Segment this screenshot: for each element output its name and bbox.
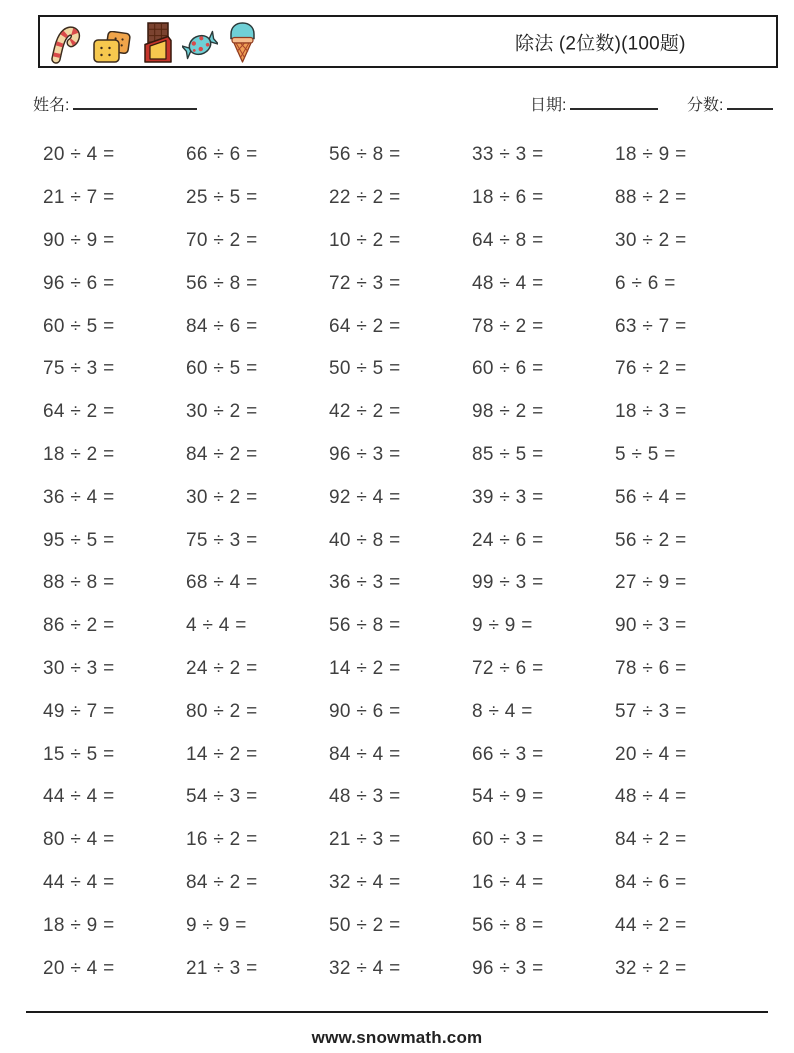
problem-cell: 21 ÷ 7 = — [43, 187, 115, 209]
problem-cell: 15 ÷ 5 = — [43, 743, 115, 765]
problem-cell: 18 ÷ 2 = — [43, 443, 115, 465]
problem-cell: 8 ÷ 4 = — [472, 700, 533, 722]
ice-cream-icon — [228, 21, 257, 64]
problem-cell: 96 ÷ 6 = — [43, 272, 115, 294]
problem-cell: 30 ÷ 2 = — [186, 401, 258, 423]
problem-cell: 54 ÷ 3 = — [186, 786, 258, 808]
problem-cell: 21 ÷ 3 = — [329, 829, 401, 851]
problem-cell: 99 ÷ 3 = — [472, 572, 544, 594]
problem-cell: 84 ÷ 2 = — [186, 443, 258, 465]
page-title: 除法 (2位数)(100题) — [515, 33, 686, 54]
problem-cell: 30 ÷ 3 = — [43, 657, 115, 679]
problem-cell: 50 ÷ 2 = — [329, 914, 401, 936]
problem-cell: 95 ÷ 5 = — [43, 529, 115, 551]
problem-cell: 18 ÷ 9 = — [43, 914, 115, 936]
problems-grid — [43, 134, 758, 990]
problem-cell: 72 ÷ 6 = — [472, 657, 544, 679]
problem-cell: 54 ÷ 9 = — [472, 786, 544, 808]
problem-cell: 14 ÷ 2 = — [329, 657, 401, 679]
date-field — [530, 92, 658, 115]
problem-cell: 36 ÷ 3 = — [329, 572, 401, 594]
problem-cell: 96 ÷ 3 = — [329, 443, 401, 465]
footer-divider — [26, 1011, 768, 1013]
problem-cell: 9 ÷ 9 = — [186, 914, 247, 936]
problem-cell: 48 ÷ 4 = — [615, 786, 687, 808]
problem-cell: 70 ÷ 2 = — [186, 229, 258, 251]
problem-cell: 32 ÷ 2 = — [615, 957, 687, 979]
problem-cell: 88 ÷ 2 = — [615, 187, 687, 209]
problem-cell: 56 ÷ 8 = — [329, 615, 401, 637]
problem-cell: 80 ÷ 2 = — [186, 700, 258, 722]
name-label: 姓名: — [33, 97, 70, 114]
problem-cell: 56 ÷ 8 = — [329, 144, 401, 166]
problem-cell: 84 ÷ 2 = — [186, 871, 258, 893]
score-blank-line — [727, 94, 773, 110]
name-blank-line — [73, 94, 197, 110]
problem-cell: 32 ÷ 4 = — [329, 871, 401, 893]
problem-cell: 60 ÷ 3 = — [472, 829, 544, 851]
problem-cell: 78 ÷ 2 = — [472, 315, 544, 337]
form-row — [0, 92, 794, 116]
problem-cell: 68 ÷ 4 = — [186, 572, 258, 594]
name-field — [33, 92, 197, 115]
problem-cell: 84 ÷ 6 = — [186, 315, 258, 337]
problem-cell: 84 ÷ 2 = — [615, 829, 687, 851]
problem-cell: 78 ÷ 6 = — [615, 657, 687, 679]
problem-cell: 36 ÷ 4 = — [43, 486, 115, 508]
problem-cell: 75 ÷ 3 = — [186, 529, 258, 551]
problem-cell: 22 ÷ 2 = — [329, 187, 401, 209]
problem-cell: 4 ÷ 4 = — [186, 615, 247, 637]
problem-cell: 60 ÷ 6 = — [472, 358, 544, 380]
problem-cell: 56 ÷ 2 = — [615, 529, 687, 551]
problem-cell: 57 ÷ 3 = — [615, 700, 687, 722]
problem-cell: 16 ÷ 4 = — [472, 871, 544, 893]
problem-cell: 76 ÷ 2 = — [615, 358, 687, 380]
problem-cell: 56 ÷ 8 = — [472, 914, 544, 936]
score-field — [687, 92, 773, 115]
problem-cell: 98 ÷ 2 = — [472, 401, 544, 423]
candy-cane-icon — [48, 26, 82, 64]
problem-cell: 48 ÷ 4 = — [472, 272, 544, 294]
problem-cell: 66 ÷ 3 = — [472, 743, 544, 765]
date-label: 日期: — [530, 97, 567, 114]
problem-cell: 64 ÷ 2 = — [43, 401, 115, 423]
problem-cell: 90 ÷ 3 = — [615, 615, 687, 637]
problem-cell: 16 ÷ 2 = — [186, 829, 258, 851]
problem-cell: 32 ÷ 4 = — [329, 957, 401, 979]
problem-cell: 18 ÷ 9 = — [615, 144, 687, 166]
problem-cell: 33 ÷ 3 = — [472, 144, 544, 166]
problem-cell: 66 ÷ 6 = — [186, 144, 258, 166]
problem-cell: 20 ÷ 4 = — [43, 144, 115, 166]
problem-cell: 63 ÷ 7 = — [615, 315, 687, 337]
problem-cell: 39 ÷ 3 = — [472, 486, 544, 508]
date-blank-line — [570, 94, 658, 110]
problem-cell: 18 ÷ 3 = — [615, 401, 687, 423]
problem-cell: 6 ÷ 6 = — [615, 272, 676, 294]
header-icons — [48, 20, 257, 64]
problem-cell: 86 ÷ 2 = — [43, 615, 115, 637]
website-link[interactable]: www.snowmath.com — [311, 1028, 483, 1047]
problem-cell: 42 ÷ 2 = — [329, 401, 401, 423]
header-box — [38, 15, 778, 68]
problem-cell: 85 ÷ 5 = — [472, 443, 544, 465]
problem-cell: 90 ÷ 9 = — [43, 229, 115, 251]
problem-cell: 25 ÷ 5 = — [186, 187, 258, 209]
problem-cell: 64 ÷ 2 = — [329, 315, 401, 337]
problem-cell: 44 ÷ 4 = — [43, 871, 115, 893]
problem-cell: 75 ÷ 3 = — [43, 358, 115, 380]
problem-cell: 60 ÷ 5 = — [43, 315, 115, 337]
problem-cell: 60 ÷ 5 = — [186, 358, 258, 380]
chocolate-bar-icon — [144, 22, 172, 64]
problem-cell: 24 ÷ 6 = — [472, 529, 544, 551]
problem-cell: 88 ÷ 8 = — [43, 572, 115, 594]
problem-cell: 72 ÷ 3 = — [329, 272, 401, 294]
problem-cell: 80 ÷ 4 = — [43, 829, 115, 851]
problem-cell: 9 ÷ 9 = — [472, 615, 533, 637]
problem-cell: 21 ÷ 3 = — [186, 957, 258, 979]
problem-cell: 5 ÷ 5 = — [615, 443, 676, 465]
problem-cell: 84 ÷ 6 = — [615, 871, 687, 893]
problem-cell: 44 ÷ 4 = — [43, 786, 115, 808]
problem-cell: 56 ÷ 4 = — [615, 486, 687, 508]
problem-cell: 14 ÷ 2 = — [186, 743, 258, 765]
problem-cell: 90 ÷ 6 = — [329, 700, 401, 722]
problem-cell: 18 ÷ 6 = — [472, 187, 544, 209]
problem-cell: 49 ÷ 7 = — [43, 700, 115, 722]
problem-cell: 20 ÷ 4 = — [43, 957, 115, 979]
problem-cell: 50 ÷ 5 = — [329, 358, 401, 380]
problem-cell: 30 ÷ 2 = — [186, 486, 258, 508]
problem-cell: 24 ÷ 2 = — [186, 657, 258, 679]
problem-cell: 84 ÷ 4 = — [329, 743, 401, 765]
problem-cell: 40 ÷ 8 = — [329, 529, 401, 551]
problem-cell: 96 ÷ 3 = — [472, 957, 544, 979]
wrapped-candy-icon — [182, 26, 218, 64]
problem-cell: 20 ÷ 4 = — [615, 743, 687, 765]
problem-cell: 44 ÷ 2 = — [615, 914, 687, 936]
problem-cell: 56 ÷ 8 = — [186, 272, 258, 294]
problem-cell: 27 ÷ 9 = — [615, 572, 687, 594]
problem-cell: 92 ÷ 4 = — [329, 486, 401, 508]
score-label: 分数: — [687, 97, 724, 114]
problem-cell: 64 ÷ 8 = — [472, 229, 544, 251]
problem-cell: 30 ÷ 2 = — [615, 229, 687, 251]
problem-cell: 10 ÷ 2 = — [329, 229, 401, 251]
problem-cell: 48 ÷ 3 = — [329, 786, 401, 808]
crackers-icon — [92, 31, 134, 64]
